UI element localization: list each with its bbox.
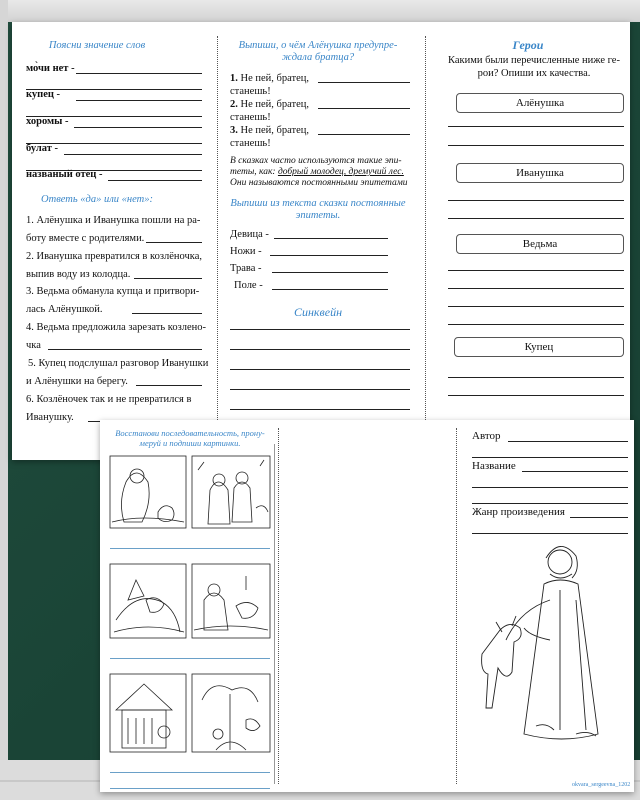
- genre-line[interactable]: [570, 517, 628, 518]
- word-label: булат -: [26, 143, 58, 154]
- watermark: okvara_sergeevna_1202: [572, 782, 631, 788]
- author-line[interactable]: [508, 441, 628, 442]
- instruction-text: Какими были перечисленные ниже ге-: [448, 55, 620, 66]
- question-text: 6. Козлёночек так и не превратился в: [26, 394, 192, 405]
- answer-line[interactable]: [448, 324, 624, 325]
- answer-line[interactable]: [448, 200, 624, 201]
- answer-line[interactable]: [318, 134, 410, 135]
- answer-line[interactable]: [318, 108, 410, 109]
- answer-line[interactable]: [318, 82, 410, 83]
- answer-line[interactable]: [146, 242, 202, 243]
- instruction-text: рои? Опиши их качества.: [477, 68, 591, 79]
- answer-line[interactable]: [272, 289, 388, 290]
- column-vocabulary: [12, 22, 217, 460]
- answer-line[interactable]: [448, 377, 624, 378]
- answer-line[interactable]: [76, 100, 202, 101]
- section-heading: Ответь «да» или «нет»:: [41, 194, 153, 205]
- section-heading-cont: ждала братца?: [281, 52, 355, 63]
- note-text: Они называются постоянными эпитетами: [230, 178, 408, 188]
- answer-line[interactable]: [64, 154, 202, 155]
- hero-box-alyonushka: Алёнушка: [456, 93, 624, 113]
- answer-line[interactable]: [108, 180, 202, 181]
- word-label: названый отец -: [26, 169, 103, 180]
- warning-text: Не пей, братец,: [237, 99, 309, 110]
- worksheet-front: [12, 22, 630, 460]
- column-heroes: [426, 22, 630, 460]
- section-heading-cont: эпитеты.: [295, 210, 341, 221]
- answer-line[interactable]: [472, 457, 628, 458]
- question-text: выпив воду из колодца.: [26, 269, 131, 280]
- answer-line[interactable]: [448, 288, 624, 289]
- section-heading: Выпиши, о чём Алёнушка предупре-: [238, 40, 398, 51]
- caption-line[interactable]: [110, 788, 270, 789]
- note-example: добрый молодец, дремучий лес.: [277, 167, 404, 177]
- illustration-row-2: [106, 560, 274, 642]
- hero-box-witch: Ведьма: [456, 234, 624, 254]
- question-text: и Алёнушки на берегу.: [26, 376, 128, 387]
- caption-line[interactable]: [110, 548, 270, 549]
- section-heading: Синквейн: [293, 305, 343, 319]
- column-epithets: [218, 22, 425, 460]
- question-text: боту вместе с родителями.: [26, 233, 145, 244]
- epithet-label: Девица -: [230, 229, 269, 240]
- title-label: Название: [472, 460, 516, 472]
- question-text: Иванушку.: [26, 412, 74, 423]
- answer-line[interactable]: [230, 409, 410, 410]
- answer-line[interactable]: [448, 395, 624, 396]
- illustration-row-1: [106, 452, 274, 532]
- answer-line[interactable]: [272, 272, 388, 273]
- word-label: мо̀чи нет -: [26, 63, 75, 74]
- hero-box-ivanushka: Иванушка: [456, 163, 624, 183]
- section-heading: Восстанови последовательность, прону-: [115, 428, 265, 438]
- answer-line[interactable]: [448, 126, 624, 127]
- answer-line[interactable]: [230, 349, 410, 350]
- warning-text: станешь!: [230, 112, 271, 123]
- epithet-label: Ножи -: [230, 246, 262, 257]
- answer-line[interactable]: [230, 369, 410, 370]
- answer-line[interactable]: [448, 218, 624, 219]
- caption-line[interactable]: [110, 658, 270, 659]
- board-frame-top: [0, 0, 640, 22]
- illustration-row-3: [106, 670, 274, 756]
- caption-line[interactable]: [110, 772, 270, 773]
- question-text: чка: [26, 340, 41, 351]
- question-text: 2. Иванушка превратился в козлёночка,: [26, 251, 202, 262]
- number: 3.: [230, 125, 238, 136]
- number: 1.: [230, 73, 238, 84]
- epithet-label: Трава -: [230, 263, 262, 274]
- girl-with-goat-illustration: [480, 540, 630, 750]
- author-label: Автор: [472, 430, 501, 442]
- answer-line[interactable]: [472, 533, 628, 534]
- genre-label: Жанр произведения: [472, 506, 565, 518]
- answer-line[interactable]: [136, 385, 202, 386]
- word-label: купец -: [26, 89, 61, 100]
- question-text: 3. Ведьма обманула купца и притвори-: [26, 286, 200, 297]
- answer-line[interactable]: [132, 313, 202, 314]
- question-text: 5. Купец подслушал разговор Иванушки: [28, 358, 209, 369]
- section-heading-cont: меруй и подпиши картинки.: [139, 438, 241, 448]
- answer-line[interactable]: [76, 73, 202, 74]
- word-label: хоромы -: [26, 116, 69, 127]
- answer-line[interactable]: [472, 503, 628, 504]
- warning-text: Не пей, братец,: [237, 125, 309, 136]
- answer-line[interactable]: [230, 389, 410, 390]
- question-text: 1. Алёнушка и Иванушка пошли на ра-: [26, 215, 201, 226]
- answer-line[interactable]: [274, 238, 388, 239]
- note-text: теты, как:: [230, 167, 278, 177]
- number: 2.: [230, 99, 238, 110]
- answer-line[interactable]: [448, 270, 624, 271]
- section-heading: Герои: [512, 38, 544, 52]
- answer-line[interactable]: [448, 306, 624, 307]
- epithet-label: Поле -: [234, 280, 263, 291]
- hero-box-merchant: Купец: [454, 337, 624, 357]
- warning-text: станешь!: [230, 138, 271, 149]
- note-text: В сказках часто используются такие эпи-: [230, 156, 402, 166]
- answer-line[interactable]: [230, 329, 410, 330]
- question-text: лась Алёнушкой.: [26, 304, 103, 315]
- worksheet-back: [100, 420, 634, 792]
- title-line[interactable]: [522, 471, 628, 472]
- answer-line[interactable]: [134, 278, 202, 279]
- warning-text: Не пей, братец,: [237, 73, 309, 84]
- warning-text: станешь!: [230, 86, 271, 97]
- answer-line[interactable]: [472, 487, 628, 488]
- question-text: 4. Ведьма предложила зарезать козлено-: [26, 322, 206, 333]
- answer-line[interactable]: [48, 349, 202, 350]
- board-frame-left: [0, 0, 8, 800]
- answer-line[interactable]: [74, 127, 202, 128]
- section-heading: Выпиши из текста сказки постоянные: [230, 198, 406, 209]
- section-heading: Поясни значение слов: [48, 40, 146, 51]
- answer-line[interactable]: [448, 145, 624, 146]
- answer-line[interactable]: [270, 255, 388, 256]
